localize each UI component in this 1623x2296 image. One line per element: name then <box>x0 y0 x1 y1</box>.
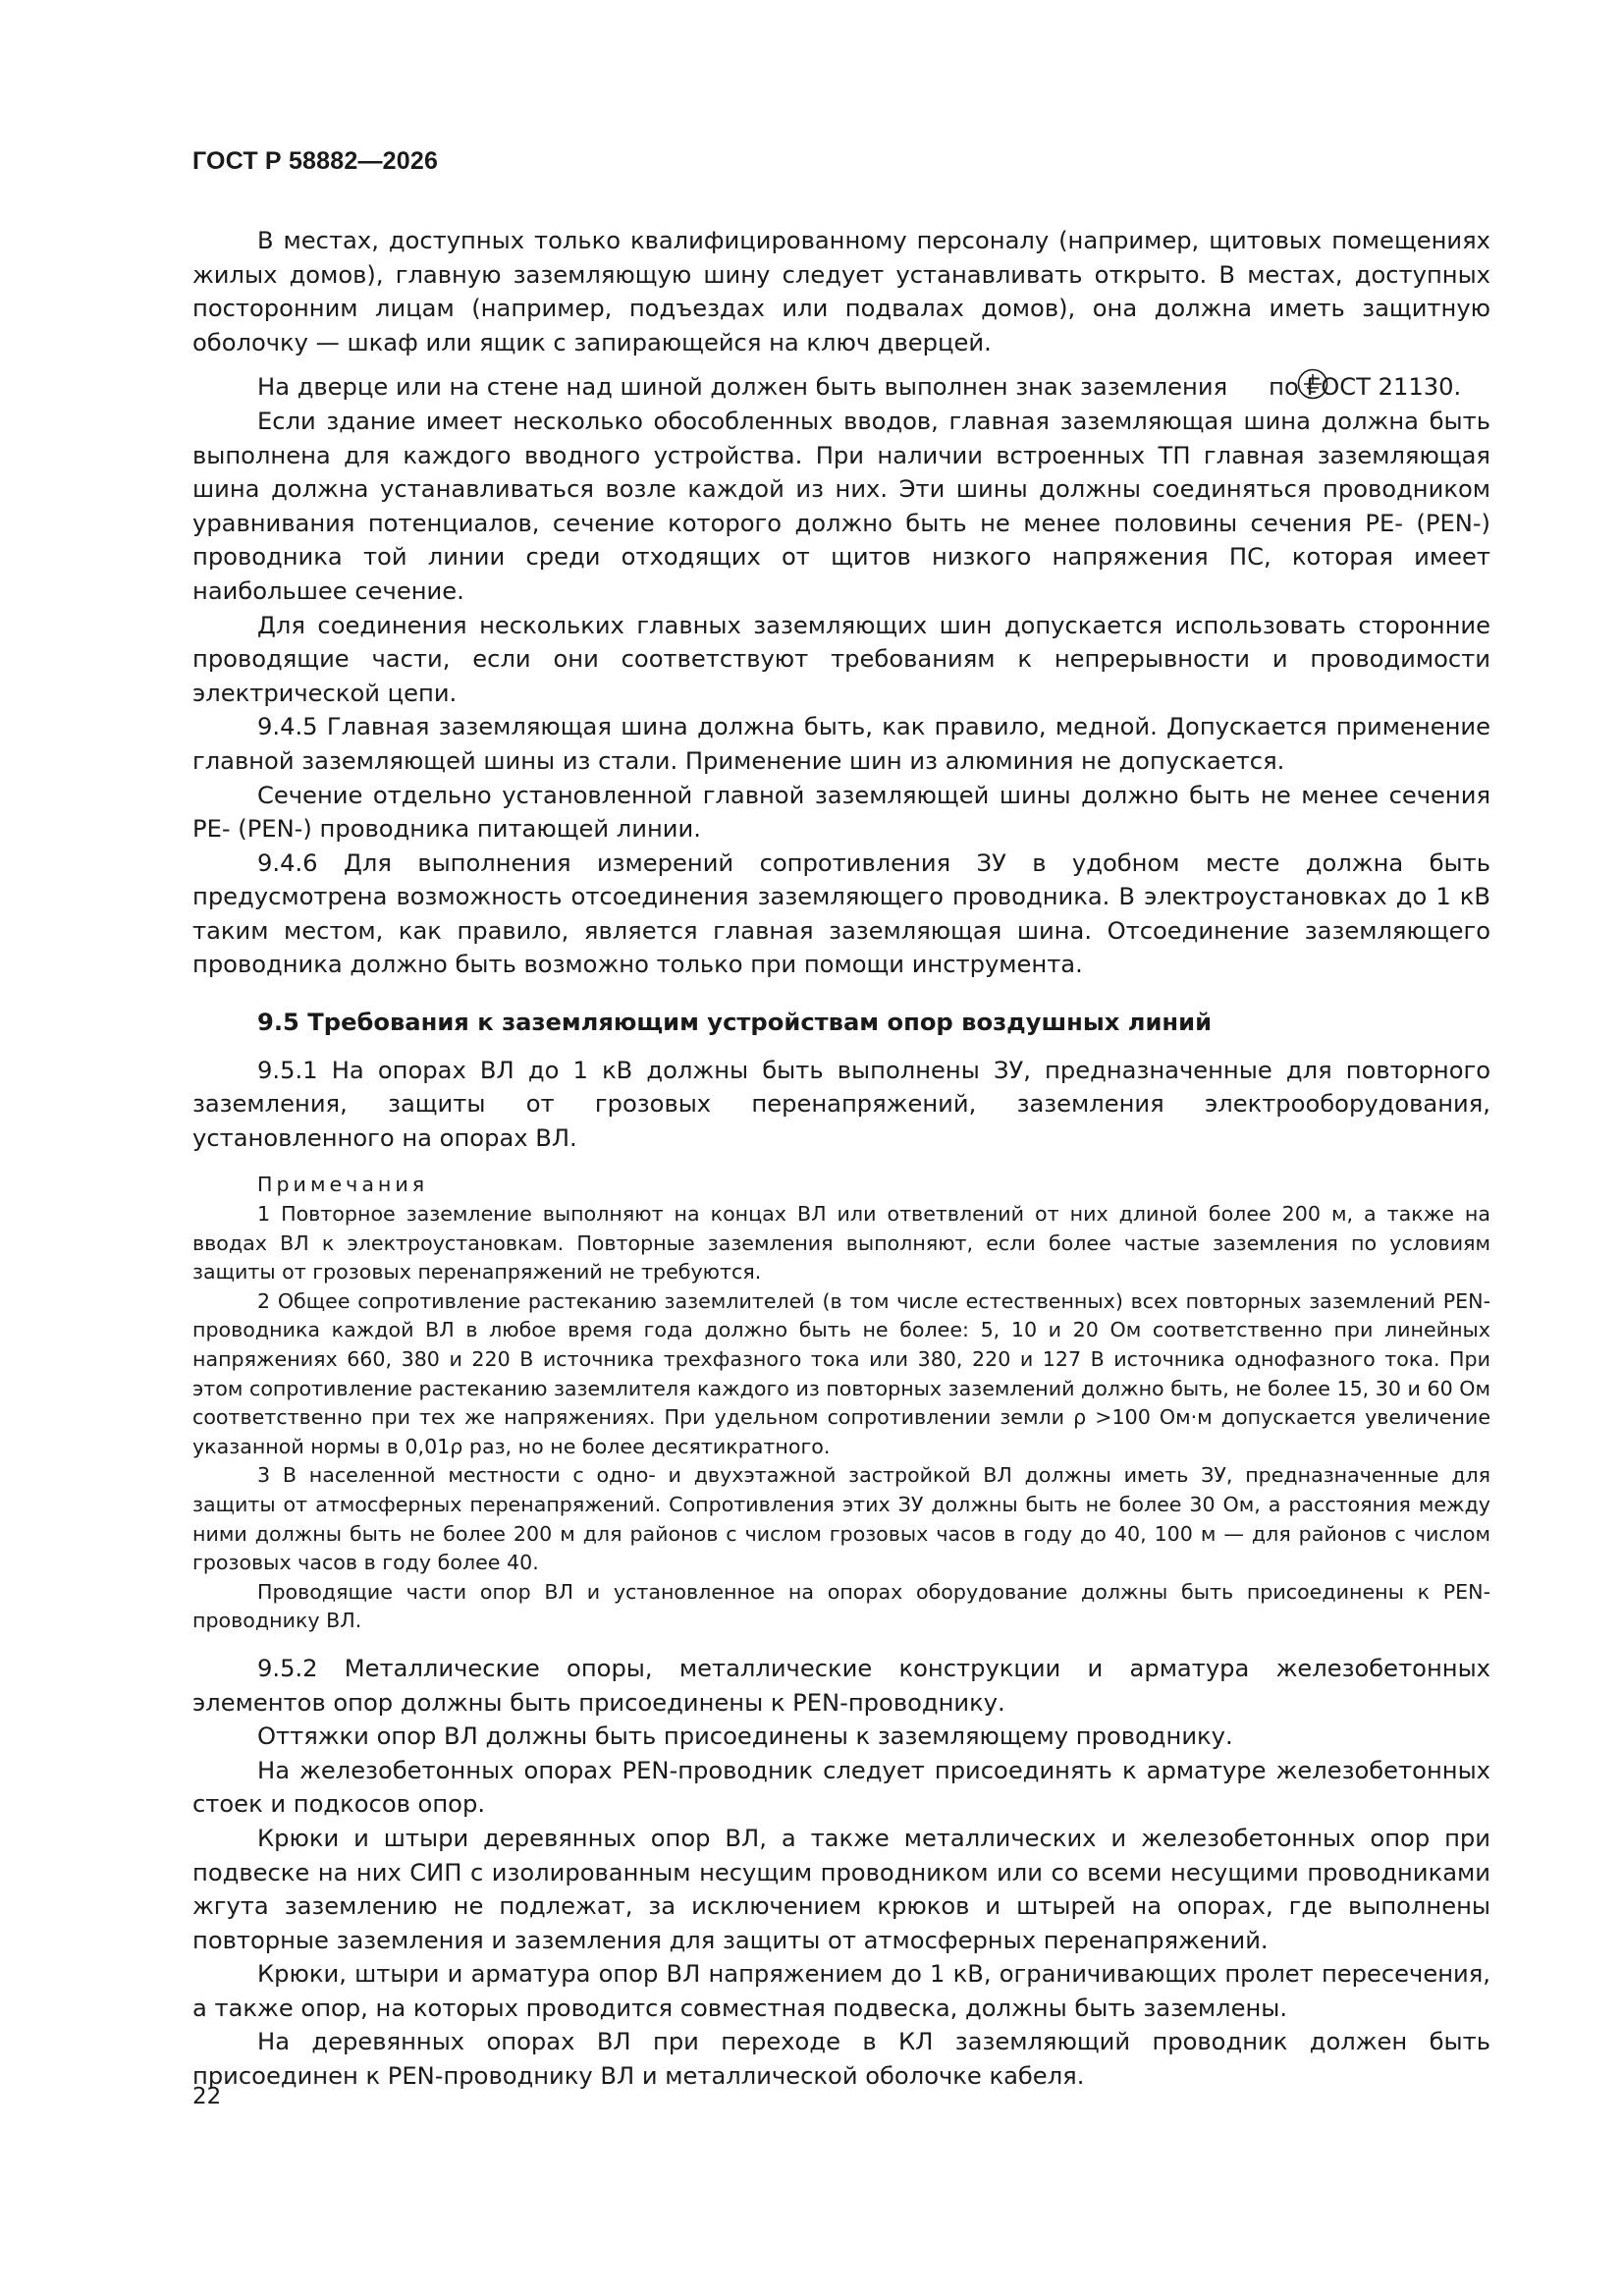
paragraph: Оттяжки опор ВЛ должны быть присоединены к заземляющему проводнику. <box>257 1722 1233 1751</box>
sign-text-after: по ГОСТ 21130. <box>1269 373 1462 402</box>
note-item: 3 В населенной местности с одно- и двухэтажной застройкой ВЛ должны иметь ЗУ, предназначенные для защиты от атмосферных перенапряжений. Сопротивления этих ЗУ должны быть не более 30 Ом, а расстояния между ними должны быть не более 200 м для районов с числом грозовых часов в году до 40, 100 м — для районов с числом грозовых часов в году более 40. <box>192 1463 1490 1575</box>
ground-sign-icon <box>1231 367 1265 401</box>
paragraph: 9.5.1 На опорах ВЛ до 1 кВ должны быть выполнены ЗУ, предназначенные для повторного заземления, защиты от грозовых перенапряжений, заземления электрооборудования, установленного на опорах ВЛ. <box>192 1056 1490 1152</box>
standard-header: ГОСТ Р 58882—2026 <box>192 147 439 175</box>
sign-text-before: На дверце или на стене над шиной должен быть выполнен знак заземления <box>257 373 1228 402</box>
paragraph: 9.5.2 Металлические опоры, металлические конструкции и арматура железобетонных элементов опор должны быть присоединены к PEN-проводнику. <box>192 1654 1490 1717</box>
paragraph-ground-sign <box>192 367 1490 405</box>
notes-block <box>192 1171 1490 1636</box>
section-heading: 9.5 Требования к заземляющим устройствам опор воздушных линий <box>257 1009 1213 1037</box>
paragraph: Крюки и штыри деревянных опор ВЛ, а также металлических и железобетонных опор при подвеске на них СИП с изолированным несущим проводником или со всеми несущими проводниками жгута заземлению не подлежат, за исключением крюков и штырей на опорах, где выполнены повторные заземления и заземления для защиты от атмосферных перенапряжений. <box>192 1824 1490 1954</box>
paragraph: На железобетонных опорах PEN-проводник следует присоединять к арматуре железобетонных стоек и подкосов опор. <box>192 1756 1490 1819</box>
paragraph: 9.4.6 Для выполнения измерений сопротивления ЗУ в удобном месте должна быть предусмотрена возможность отсоединения заземляющего проводника. В электроустановках до 1 кВ таким местом, как правило, является главная заземляющая шина. Отсоединение заземляющего проводника должно быть возможно только при помощи инструмента. <box>192 848 1490 979</box>
page-number: 22 <box>192 2084 222 2109</box>
paragraph: Сечение отдельно установленной главной заземляющей шины должно быть не менее сечения РЕ- (PEN-) проводника питающей линии. <box>192 781 1490 844</box>
note-item: 1 Повторное заземление выполняют на концах ВЛ или ответвлений от них длиной более 200 м, а также на вводах ВЛ к электроустановкам. Повторные заземления выполняют, если более частые заземления по условиям защиты от грозовых перенапряжений не требуются. <box>192 1202 1490 1285</box>
paragraph: В местах, доступных только квалифицированному персоналу (например, щитовых помещениях жилых домов), главную заземляющую шину следует устанавливать открыто. В местах, доступных посторонним лицам (например, подъездах или подвалах домов), она должна иметь защитную оболочку — шкаф или ящик с запирающейся на ключ дверцей. <box>192 227 1490 356</box>
paragraph: Для соединения нескольких главных заземляющих шин допускается использовать сторонние проводящие части, если они соответствуют требованиям к непрерывности и проводимости электрической цепи. <box>192 611 1490 707</box>
document-body <box>192 224 1490 2094</box>
paragraph: Крюки, штыри и арматура опор ВЛ напряжением до 1 кВ, ограничивающих пролет пересечения, а также опор, на которых проводится совместная подвеска, должны быть заземлены. <box>192 1960 1490 2022</box>
paragraph: Если здание имеет несколько обособленных вводов, главная заземляющая шина должна быть выполнена для каждого вводного устройства. При наличии встроенных ТП главная заземляющая шина должна устанавливаться возле каждой из них. Эти шины должны соединяться проводником уравнивания потенциалов, сечение которого должно быть не менее половины сечения РЕ- (PEN-) проводника той линии среди отходящих от щитов низкого напряжения ПС, которая имеет наибольшее сечение. <box>192 407 1490 605</box>
paragraph: На деревянных опорах ВЛ при переходе в КЛ заземляющий проводник должен быть присоединен к PEN-проводнику ВЛ и металлической оболочке кабеля. <box>192 2028 1490 2091</box>
note-item: 2 Общее сопротивление растеканию заземлителей (в том числе естественных) всех повторных заземлений PEN-проводника каждой ВЛ в любое время года должно быть не более: 5, 10 и 20 Ом соответственно при линейных напряжениях 660, 380 и 220 В источника трехфазного тока или 380, 220 и 127 В источника однофазного тока. При этом сопротивление растеканию заземлителя каждого из повторных заземлений должно быть, не более 15, 30 и 60 Ом соответственно при тех же напряжениях. При удельном сопротивлении земли ρ >100 Ом·м допускается увеличение указанной нормы в 0,01ρ раз, но не более десятикратного. <box>192 1288 1490 1458</box>
notes-title: Примечания <box>257 1173 429 1197</box>
note-item: Проводящие части опор ВЛ и установленное на опорах оборудование должны быть присоединены к PEN-проводнику ВЛ. <box>192 1579 1490 1633</box>
paragraph: 9.4.5 Главная заземляющая шина должна быть, как правило, медной. Допускается применение главной заземляющей шины из стали. Применение шин из алюминия не допускается. <box>192 713 1490 775</box>
